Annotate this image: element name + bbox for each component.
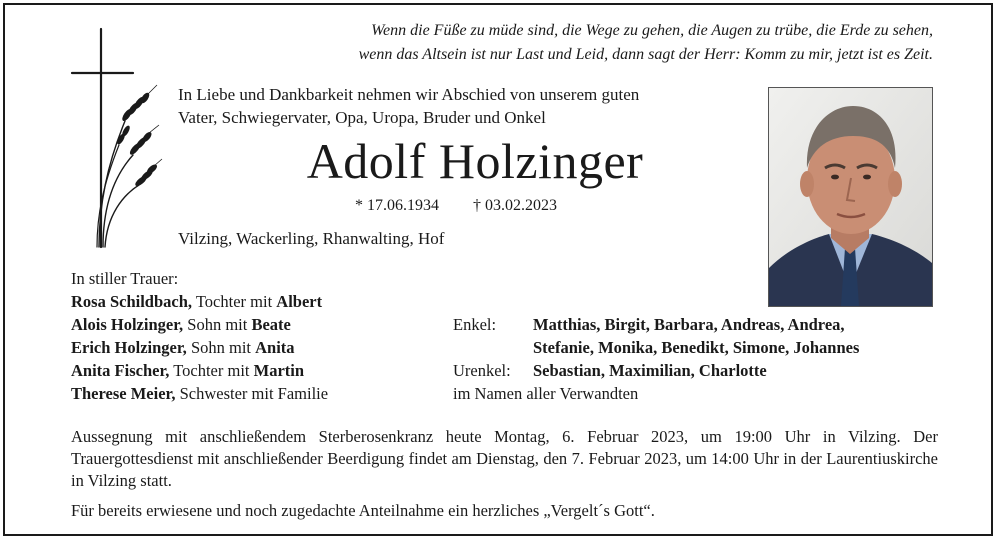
grandchildren-names-1: Matthias, Birgit, Barbara, Andreas, Andrea, (533, 315, 845, 334)
intro-line-1: In Liebe und Dankbarkeit nehmen wir Abschied von unserem guten (178, 85, 640, 104)
intro-text (178, 83, 758, 129)
mourner-row: Erich Holzinger, Sohn mit Anita (71, 338, 295, 357)
thanks-line: Für bereits erwiesene und noch zugedachte Anteilnahme ein herzliches „Vergelt´s Gott“. (71, 501, 655, 520)
mourner-row: Rosa Schildbach, Tochter mit Albert (71, 292, 323, 311)
relatives-closing: im Namen aller Verwandten (453, 384, 639, 403)
motto-verse (213, 19, 933, 67)
motto-line-2: wenn das Altsein ist nur Last und Leid, dann sagt der Herr: Komm zu mir, jetzt ist es Zeit. (358, 46, 933, 63)
mourners-list (71, 267, 451, 405)
great-grandchildren-names: Sebastian, Maximilian, Charlotte (533, 361, 767, 380)
mourner-row: Alois Holzinger, Sohn mit Beate (71, 315, 291, 334)
grandchildren-label: Enkel: (453, 315, 497, 334)
life-dates (355, 195, 557, 217)
cross-with-wheat-icon (63, 25, 163, 255)
obituary-notice (3, 3, 993, 536)
great-grandchildren-label: Urenkel: (453, 361, 511, 380)
deceased-name: Adolf Holzinger (306, 133, 644, 189)
death-date: † 03.02.2023 (473, 197, 557, 214)
motto-line-1: Wenn die Füße zu müde sind, die Wege zu gehen, die Augen zu trübe, die Erde zu sehen, (371, 22, 933, 39)
service-details: Aussegnung mit anschließendem Sterberosenkranz heute Montag, 6. Februar 2023, um 19:00 Uhr in Vilzing. Der Trauergottesdienst mit anschließender Beerdigung findet am Dienstag, den 7. Februar 2023, um 14:00 Uhr in der Laurentiuskirche in Vilzing statt. (71, 427, 938, 490)
grandchildren-names-2: Stefanie, Monika, Benedikt, Simone, Johannes (533, 338, 860, 357)
portrait-illustration (769, 88, 932, 306)
mourners-heading: In stiller Trauer: (71, 269, 179, 288)
birth-date: * 17.06.1934 (355, 197, 439, 214)
portrait-photo (768, 87, 933, 307)
grandchildren-row (453, 313, 943, 336)
relatives-list (453, 313, 943, 405)
mourner-row: Anita Fischer, Tochter mit Martin (71, 361, 305, 380)
hometown-list: Vilzing, Wackerling, Rhanwalting, Hof (178, 229, 445, 248)
intro-line-2: Vater, Schwiegervater, Opa, Uropa, Bruder und Onkel (178, 108, 546, 127)
mourner-row: Therese Meier, Schwester mit Familie (71, 384, 329, 403)
great-grandchildren-row (453, 359, 943, 382)
